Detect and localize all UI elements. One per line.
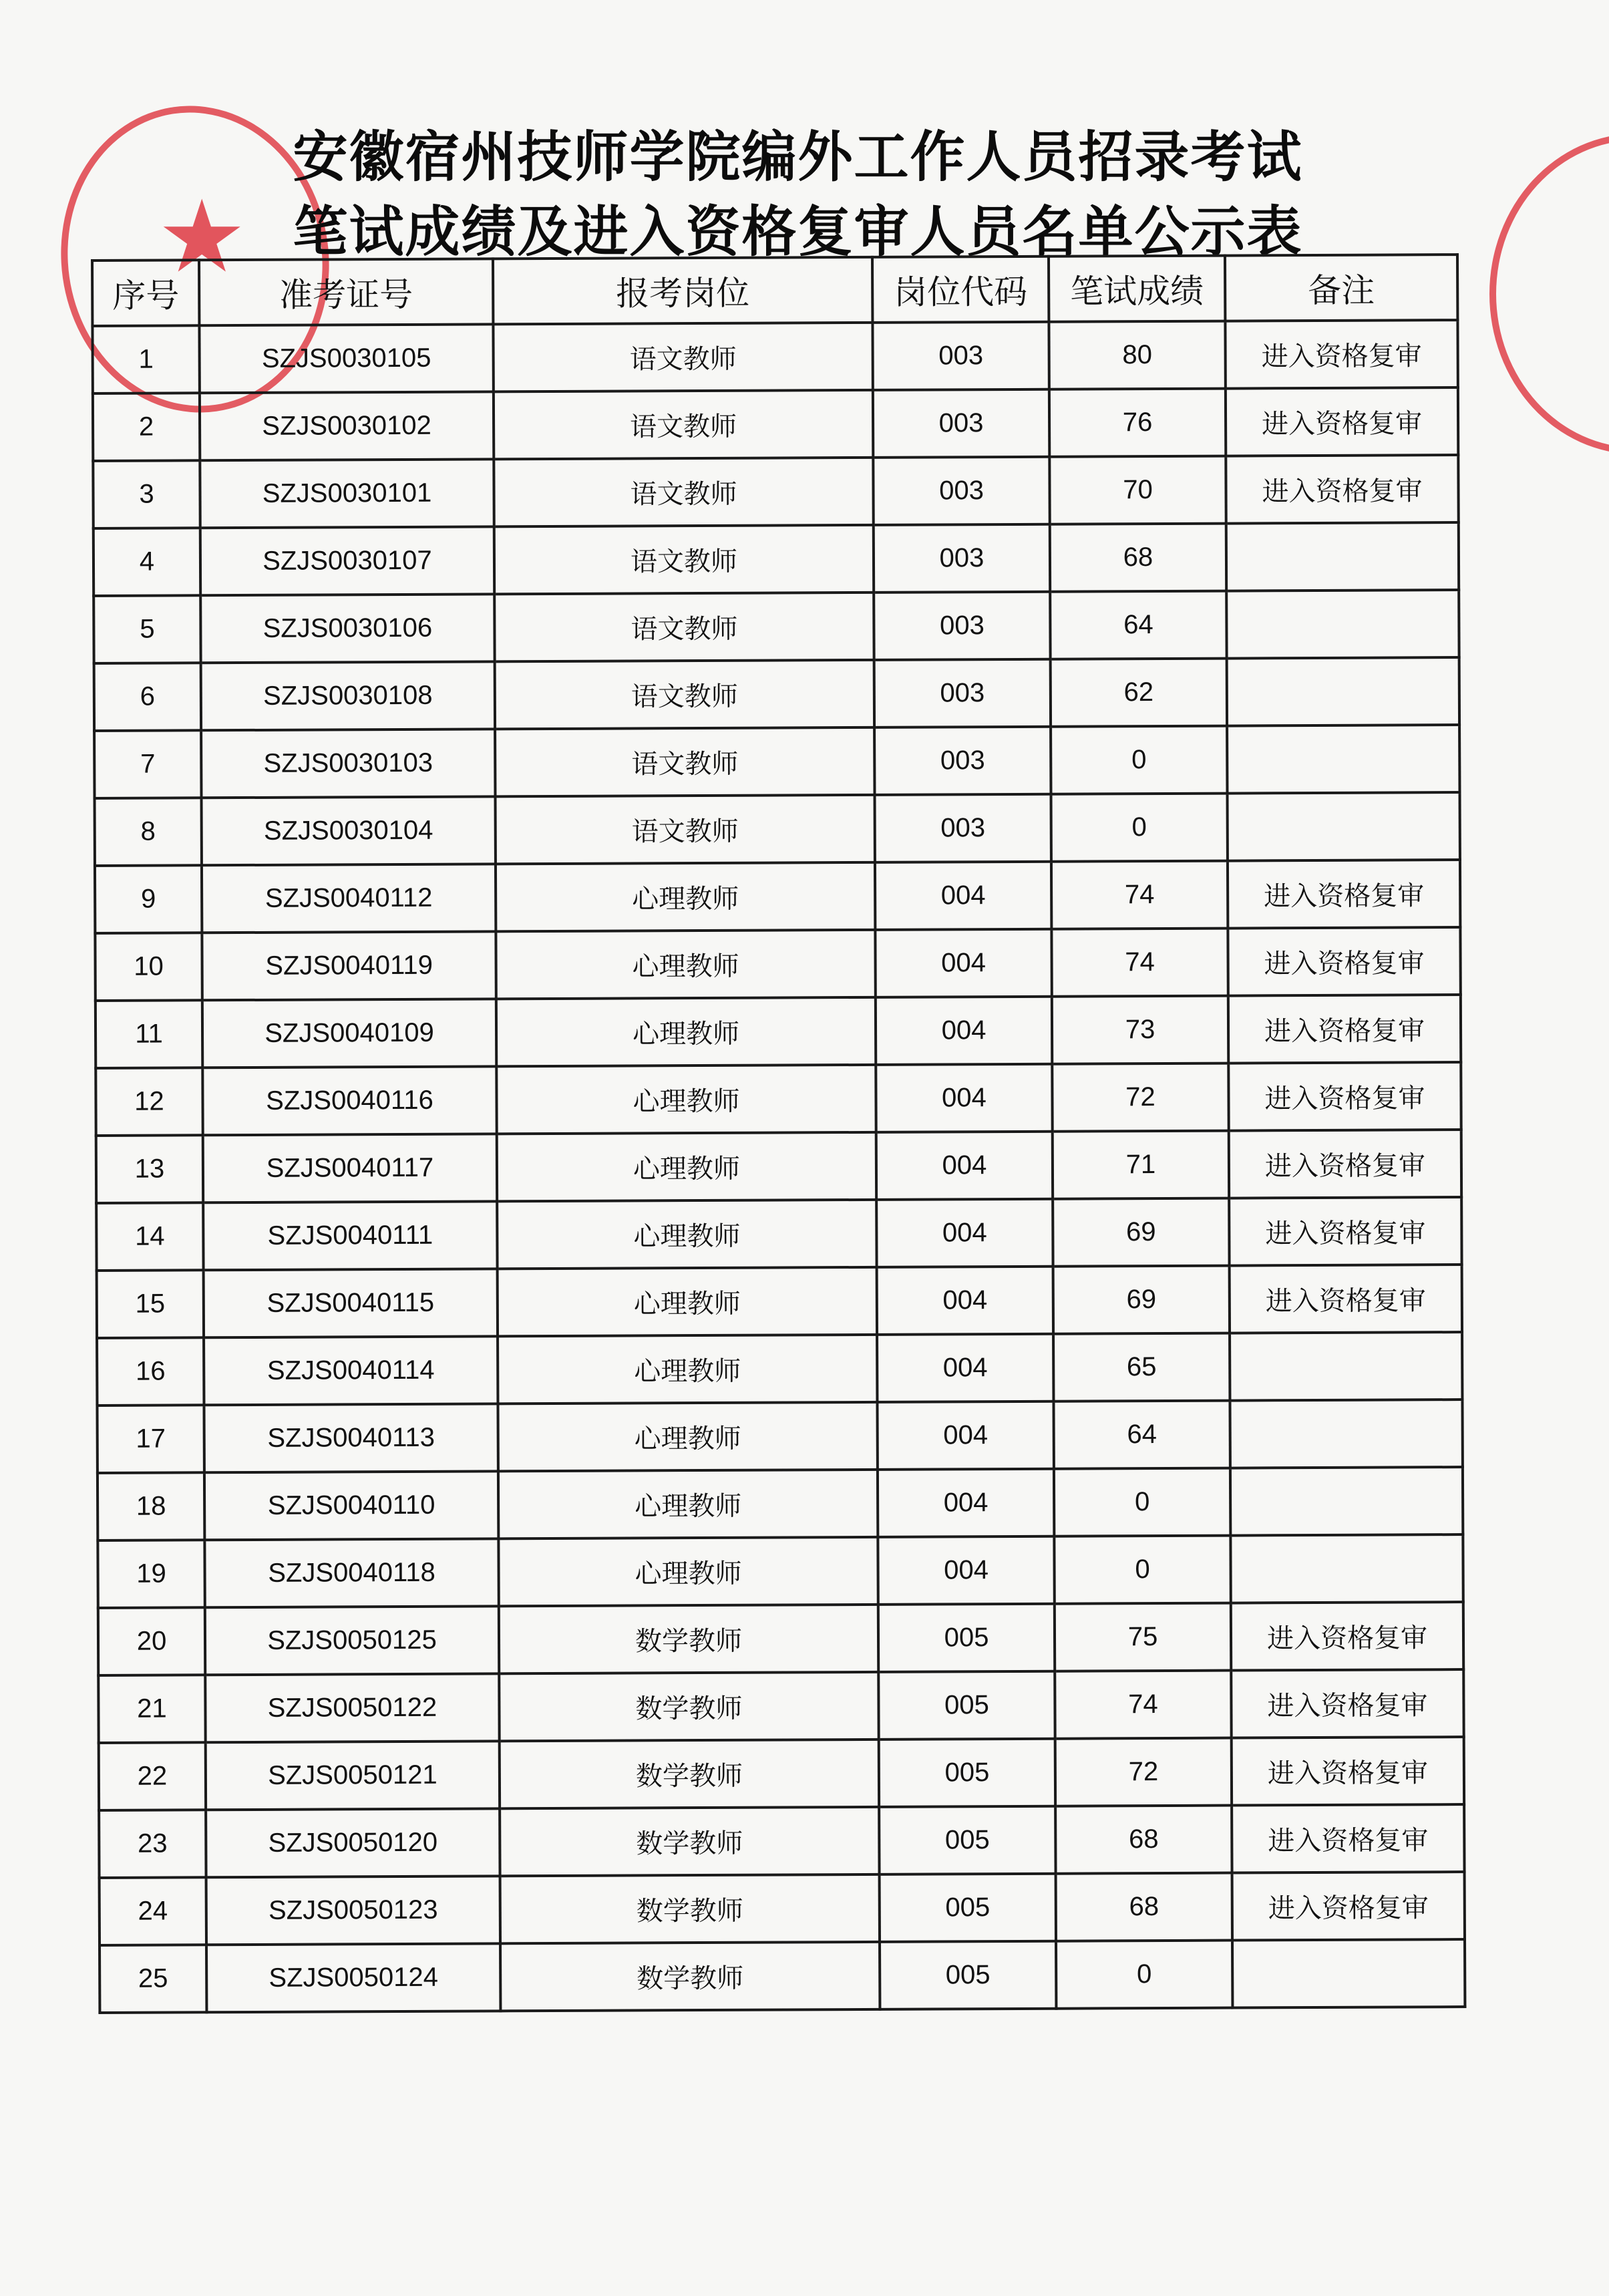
table-row: [98, 1534, 1463, 1608]
remark: [1226, 590, 1459, 659]
table-row: [96, 1197, 1461, 1271]
position: 心理教师: [498, 1470, 878, 1538]
exam-id: SZJS0030107: [200, 526, 494, 595]
position-code: 005: [878, 1671, 1055, 1740]
position: 数学教师: [500, 1942, 880, 2011]
score: 76: [1049, 389, 1226, 457]
position: 心理教师: [498, 1267, 877, 1336]
score: 68: [1050, 524, 1226, 592]
score: 64: [1053, 1401, 1230, 1469]
table-row: [94, 657, 1459, 731]
table-row: [98, 1467, 1463, 1540]
table-row: [97, 1400, 1462, 1473]
exam-id: SZJS0050122: [205, 1673, 499, 1742]
seal-star-icon: ★: [157, 179, 247, 295]
position-code: 005: [878, 1604, 1055, 1672]
results-table-wrapper: [91, 253, 1466, 2014]
table-body: [92, 320, 1465, 2013]
position: 心理教师: [496, 930, 875, 999]
score: 69: [1053, 1198, 1229, 1267]
row-index: 25: [100, 1945, 206, 2013]
results-table: [91, 253, 1466, 2014]
table-row: [93, 455, 1458, 528]
position-code: 003: [875, 794, 1051, 862]
position-code: 003: [874, 659, 1051, 727]
exam-id: SZJS0040112: [202, 864, 496, 933]
table-row: [98, 1669, 1463, 1743]
table-row: [97, 1265, 1462, 1338]
table-row: [92, 320, 1457, 393]
row-index: 8: [95, 798, 202, 866]
score: 68: [1055, 1806, 1232, 1874]
remark: 进入资格复审: [1232, 1872, 1465, 1941]
position: 心理教师: [496, 1065, 876, 1134]
table-row: [93, 387, 1458, 461]
exam-id: SZJS0040114: [204, 1336, 498, 1405]
table-row: [96, 1130, 1461, 1203]
row-index: 1: [92, 325, 199, 393]
score: 0: [1051, 726, 1227, 794]
row-index: 16: [97, 1337, 204, 1406]
exam-id: SZJS0040110: [204, 1471, 498, 1540]
table-header-row: [92, 255, 1457, 326]
header-position-code: 岗位代码: [872, 257, 1049, 323]
row-index: 11: [96, 1000, 202, 1068]
remark: 进入资格复审: [1226, 455, 1458, 524]
remark: 进入资格复审: [1231, 1669, 1463, 1738]
position: 心理教师: [497, 1132, 876, 1201]
remark: [1230, 1534, 1463, 1603]
position: 数学教师: [499, 1605, 878, 1673]
score: 65: [1053, 1333, 1230, 1402]
position-code: 005: [880, 1941, 1056, 2009]
position-code: 003: [874, 524, 1050, 593]
position-code: 003: [874, 727, 1051, 795]
score: 74: [1055, 1671, 1231, 1739]
position: 数学教师: [500, 1807, 879, 1876]
table-row: [96, 995, 1461, 1068]
remark: 进入资格复审: [1232, 1737, 1464, 1806]
exam-id: SZJS0050124: [206, 1943, 500, 2012]
row-index: 9: [95, 865, 202, 933]
exam-id: SZJS0050120: [206, 1808, 500, 1877]
table-row: [95, 792, 1460, 866]
position-code: 004: [876, 997, 1052, 1065]
table-row: [94, 590, 1459, 663]
position-code: 004: [878, 1469, 1054, 1537]
remark: 进入资格复审: [1228, 860, 1460, 929]
position-code: 004: [875, 929, 1051, 997]
row-index: 17: [97, 1405, 204, 1473]
row-index: 6: [94, 663, 201, 731]
row-index: 19: [98, 1540, 204, 1608]
score: 80: [1049, 321, 1225, 389]
table-row: [98, 1602, 1463, 1675]
row-index: 15: [97, 1270, 204, 1338]
exam-id: SZJS0030103: [201, 729, 495, 798]
exam-id: SZJS0040116: [202, 1066, 496, 1135]
row-index: 21: [98, 1675, 205, 1743]
row-index: 4: [94, 528, 200, 596]
score: 0: [1051, 794, 1228, 862]
row-index: 13: [96, 1135, 203, 1203]
exam-id: SZJS0030106: [200, 594, 494, 663]
row-index: 22: [99, 1742, 206, 1810]
exam-id: SZJS0030104: [202, 796, 496, 865]
row-index: 2: [93, 393, 200, 461]
position-code: 004: [876, 1199, 1053, 1267]
header-index: 序号: [92, 260, 199, 326]
exam-id: SZJS0030105: [199, 324, 493, 393]
table-row: [95, 860, 1460, 933]
exam-id: SZJS0030102: [200, 391, 494, 460]
remark: [1230, 1467, 1463, 1536]
score: 0: [1054, 1536, 1230, 1604]
remark: [1227, 725, 1459, 794]
remark: [1232, 1939, 1465, 2008]
position: 心理教师: [498, 1402, 877, 1471]
score: 74: [1051, 929, 1228, 997]
table-row: [100, 1939, 1465, 2013]
exam-id: SZJS0030101: [200, 459, 494, 528]
header-position: 报考岗位: [493, 257, 872, 324]
exam-id: SZJS0050121: [206, 1741, 500, 1810]
remark: [1227, 657, 1459, 726]
row-index: 7: [94, 730, 201, 798]
position-code: 005: [879, 1739, 1055, 1807]
page-title-line1: 安徽宿州技师学院编外工作人员招录考试: [293, 125, 1303, 189]
position: 心理教师: [498, 1537, 878, 1606]
position: 数学教师: [499, 1672, 878, 1741]
position: 语文教师: [495, 660, 874, 729]
score: 70: [1049, 456, 1226, 524]
remark: 进入资格复审: [1225, 320, 1457, 389]
position-code: 004: [877, 1334, 1053, 1402]
score: 71: [1053, 1131, 1229, 1199]
score: 74: [1051, 861, 1228, 929]
remark: [1226, 522, 1459, 591]
remark: [1230, 1332, 1462, 1401]
score: 72: [1055, 1738, 1232, 1806]
exam-id: SZJS0050123: [206, 1876, 500, 1945]
position: 语文教师: [495, 727, 874, 796]
score: 0: [1054, 1468, 1230, 1536]
exam-id: SZJS0040113: [204, 1404, 498, 1472]
table-row: [97, 1332, 1462, 1406]
header-score: 笔试成绩: [1049, 256, 1225, 322]
score: 62: [1051, 659, 1227, 727]
row-index: 14: [96, 1202, 203, 1271]
remark: 进入资格复审: [1228, 1062, 1461, 1131]
header-exam-id: 准考证号: [199, 259, 493, 325]
exam-id: SZJS0030108: [201, 661, 495, 730]
row-index: 18: [98, 1472, 204, 1540]
table-row: [94, 522, 1459, 596]
position: 数学教师: [500, 1874, 880, 1943]
remark: 进入资格复审: [1226, 387, 1458, 456]
position-code: 004: [876, 1064, 1052, 1132]
position-code: 004: [878, 1536, 1054, 1605]
row-index: 23: [99, 1810, 206, 1878]
position: 心理教师: [497, 1200, 876, 1269]
exam-id: SZJS0040119: [202, 931, 496, 1000]
position: 心理教师: [498, 1335, 877, 1404]
score: 64: [1050, 591, 1226, 659]
position-code: 004: [876, 1132, 1053, 1200]
position: 语文教师: [494, 525, 874, 594]
score: 73: [1052, 996, 1228, 1064]
remark: 进入资格复审: [1228, 995, 1461, 1063]
remark: 进入资格复审: [1228, 927, 1460, 996]
position: 心理教师: [496, 997, 876, 1066]
position-code: 003: [873, 457, 1049, 525]
header-remark: 备注: [1225, 255, 1457, 321]
remark: 进入资格复审: [1232, 1804, 1464, 1873]
exam-id: SZJS0050125: [205, 1606, 499, 1675]
row-index: 12: [96, 1068, 202, 1136]
exam-id: SZJS0040115: [204, 1269, 498, 1337]
position-code: 004: [877, 1402, 1053, 1470]
row-index: 3: [93, 460, 200, 528]
remark: 进入资格复审: [1229, 1197, 1461, 1266]
remark: 进入资格复审: [1231, 1602, 1463, 1671]
row-index: 10: [95, 933, 202, 1001]
row-index: 20: [98, 1607, 205, 1675]
position: 语文教师: [496, 795, 875, 864]
exam-id: SZJS0040111: [203, 1201, 497, 1270]
table-row: [100, 1872, 1465, 1945]
position: 语文教师: [494, 458, 873, 526]
score: 75: [1055, 1603, 1231, 1671]
position: 心理教师: [496, 862, 875, 931]
remark: 进入资格复审: [1229, 1130, 1461, 1198]
remark: [1230, 1400, 1462, 1468]
position: 数学教师: [500, 1740, 879, 1808]
remark: 进入资格复审: [1230, 1265, 1462, 1333]
position: 语文教师: [494, 390, 873, 459]
row-index: 24: [100, 1877, 206, 1945]
position-code: 003: [873, 389, 1049, 458]
table-row: [95, 927, 1460, 1001]
table-row: [94, 725, 1459, 798]
score: 68: [1056, 1873, 1232, 1941]
exam-id: SZJS0040118: [204, 1538, 498, 1607]
score: 0: [1056, 1941, 1232, 2009]
page-title-line2: 笔试成绩及进入资格复审人员名单公示表: [293, 200, 1303, 264]
position-code: 004: [877, 1267, 1053, 1335]
remark: [1228, 792, 1460, 861]
exam-id: SZJS0040109: [202, 999, 496, 1068]
table-row: [96, 1062, 1461, 1136]
position-code: 003: [874, 592, 1050, 660]
table-row: [99, 1737, 1464, 1810]
score: 69: [1053, 1266, 1230, 1334]
position: 语文教师: [494, 593, 874, 661]
table-row: [99, 1804, 1464, 1878]
position-code: 005: [880, 1874, 1056, 1942]
position-code: 004: [875, 862, 1051, 930]
position-code: 003: [872, 322, 1049, 390]
position: 语文教师: [493, 323, 872, 391]
position-code: 005: [879, 1806, 1055, 1874]
score: 72: [1052, 1063, 1228, 1132]
row-index: 5: [94, 595, 200, 663]
exam-id: SZJS0040117: [203, 1134, 497, 1202]
